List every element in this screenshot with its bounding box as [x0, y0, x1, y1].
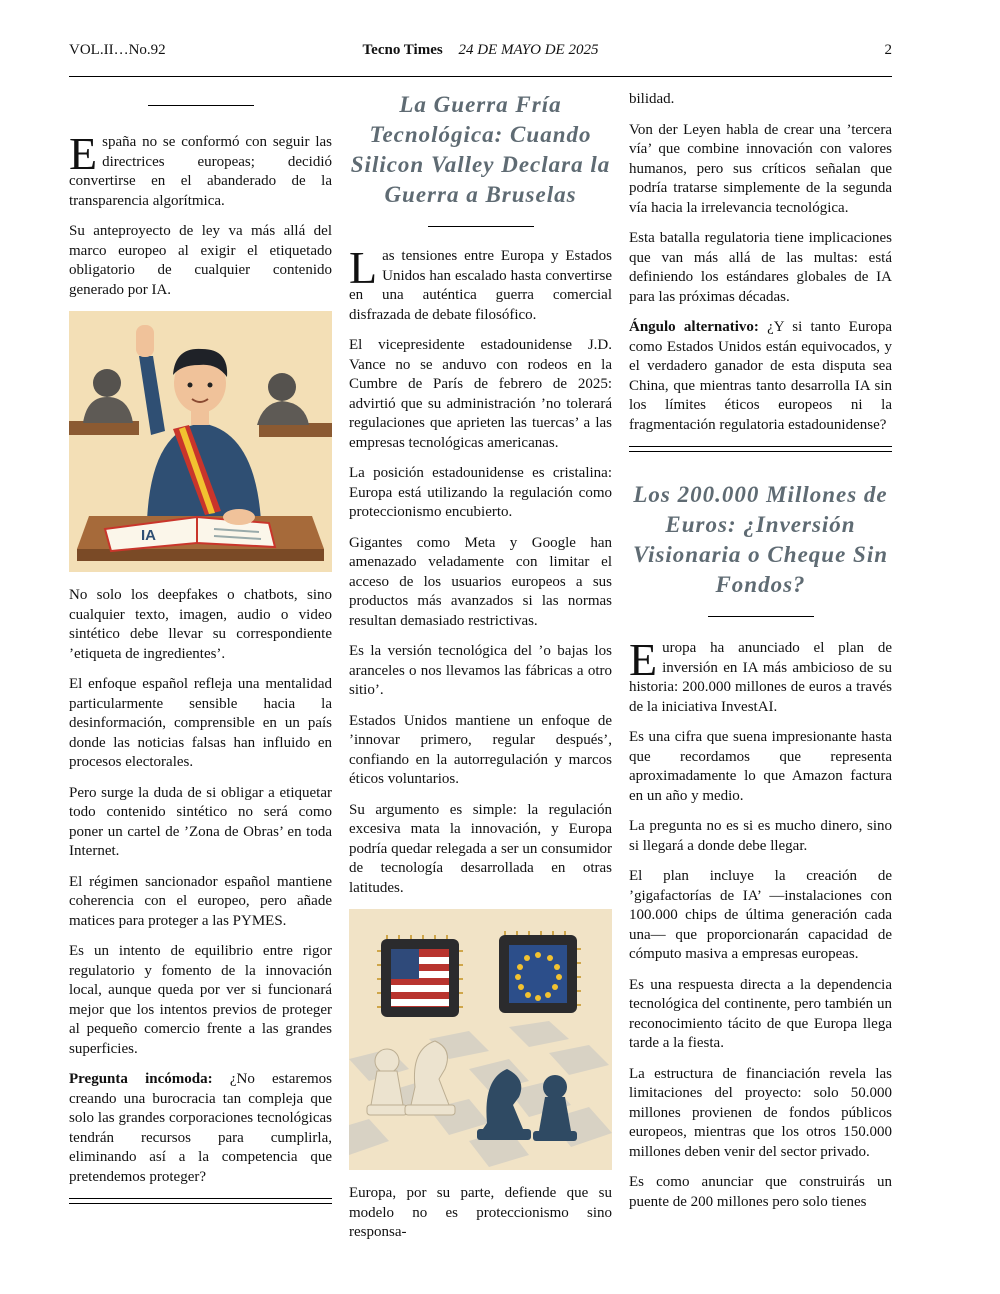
- chess-chips-illustration: [349, 909, 612, 1170]
- page-number: 2: [884, 42, 892, 58]
- article-paragraph: España no se conformó con seguir las directrices europeas; decidió convertirse en el abanderado de la transparencia algorítmica.: [69, 128, 332, 209]
- article-paragraph: No solo los deepfakes o chatbots, sino cualquier texto, imagen, audio o video sintético debe llevar su correspondiente ’etiqueta de ingredientes’.: [69, 587, 332, 662]
- article-paragraph: Esta batalla regulatoria tiene implicaciones que van más allá de las multas: está definiendo los estándares globales de IA para las próximas décadas.: [629, 230, 892, 305]
- article-paragraph: Gigantes como Meta y Google han amenazado veladamente con limitar el acceso de los usuarios europeos a sus productos más avanzados si las normas resultan demasiado restrictivas.: [349, 534, 612, 629]
- article-paragraph: Es como anunciar que construirás un puente de 200 millones pero solo tienes: [629, 1174, 892, 1210]
- article-paragraph: Es una respuesta directa a la dependencia tecnológica del continente, pero también un reconocimiento tácito de que Europa llega tarde a la fiesta.: [629, 976, 892, 1051]
- article-paragraph: La estructura de financiación revela las limitaciones del proyecto: solo 50.000 millones provienen de fondos públicos europeos, mientras que los otros 150.000 millones deben venir del sector privado.: [629, 1065, 892, 1160]
- publication-name: Tecno Times: [362, 42, 443, 58]
- article-paragraph: Es una cifra que suena impresionante hasta que recordamos que representa aproximadamente lo que Amazon factura en un año y medio.: [629, 729, 892, 804]
- article-paragraph: Estados Unidos mantiene un enfoque de ’innovar primero, regular después’, confiando en la autorregulación y marcos éticos voluntarios.: [349, 712, 612, 787]
- section-divider: [148, 105, 254, 106]
- column-3: [629, 90, 892, 1223]
- alternative-angle-lead: Ángulo alternativo:: [629, 319, 759, 335]
- masthead: [69, 42, 892, 59]
- article-paragraph: Es la versión tecnológica del ’o bajas los aranceles o nos llevamos las fábricas a otro sitio’.: [349, 643, 612, 698]
- column-end-rule: [69, 1198, 332, 1204]
- article-paragraph: La pregunta no es si es mucho dinero, sino si llegará a donde debe llegar.: [629, 818, 892, 854]
- article-paragraph: El enfoque español refleja una mentalidad particularmente sensible hacia la desinformación, comprensible en un país donde las noticias falsas han influido en procesos electorales.: [69, 676, 332, 770]
- page-header: [69, 42, 892, 64]
- article-paragraph: Von der Leyen habla de crear una ’tercera vía’ que combine innovación con valores humanos, pero sus críticos señalan que podría tratarse simplemente de la segunda vía hacia la irrelevancia tecnológica.: [629, 121, 892, 216]
- column-2: [349, 90, 612, 1254]
- article-paragraph: Pero surge la duda de si obligar a etiquetar todo contenido sintético no será como poner un cartel de ’Zona de Obras’ en toda Internet.: [69, 784, 332, 859]
- article-paragraph: Europa ha anunciado el plan de inversión en IA más ambicioso de su historia: 200.000 millones de euros a través de la iniciativa InvestAI.: [629, 634, 892, 715]
- article-paragraph: El régimen sancionador español mantiene coherencia con el europeo, pero añade matices para proteger a las PYMES.: [69, 873, 332, 929]
- article-paragraph: Europa, por su parte, defiende que su modelo no es proteccionismo sino responsa-: [349, 1185, 612, 1240]
- student-illustration: [69, 311, 332, 572]
- book-label: IA: [141, 527, 156, 544]
- article-paragraph: Las tensiones entre Europa y Estados Unidos han escalado hasta convertirse en una auténtica guerra comercial disfrazada de debate filosófico.: [349, 242, 612, 323]
- issue-date: 24 DE MAYO DE 2025: [458, 42, 599, 58]
- article-paragraph: Su anteproyecto de ley va más allá del marco europeo al exigir el etiquetado obligatorio de cualquier contenido generado por IA.: [69, 223, 332, 298]
- column-1: [69, 90, 332, 1204]
- alternative-angle-paragraph: [629, 318, 892, 435]
- section-divider: [708, 616, 814, 617]
- question-lead: Pregunta incómoda:: [69, 1071, 213, 1087]
- volume-number: VOL.II…No.92: [69, 42, 166, 58]
- section-separator: [629, 446, 892, 452]
- article-paragraph: Su argumento es simple: la regulación excesiva mata la innovación, y Europa podría quedar relegada a ser un consumidor de tecnología desarrollada en otras latitudes.: [349, 801, 612, 896]
- section-divider: [428, 226, 534, 227]
- article-paragraph: bilidad.: [629, 91, 675, 107]
- article-paragraph: El vicepresidente estadounidense J.D. Vance no se anduvo con rodeos en la Cumbre de París de febrero de 2025: advirtió que su administración ’no tolerará regulaciones que aprieten las tuercas’ a las empresas tecnológicas americanas.: [349, 337, 612, 451]
- header-rule: [69, 76, 892, 77]
- article-paragraph: La posición estadounidense es cristalina: Europa está utilizando la regulación como proteccionismo encubierto.: [349, 465, 612, 520]
- article-paragraph: El plan incluye la creación de ’gigafactorías de IA’ —instalaciones con 100.000 chips de última generación cada una— que proporcionarán capacidad de cómputo masiva a empresas europeas.: [629, 868, 892, 962]
- article-title: Los 200.000 Millones de Euros: ¿Inversión Visionaria o Cheque Sin Fondos?: [633, 482, 888, 597]
- question-text: ¿No estaremos creando una burocracia tan compleja que solo las grandes corporaciones tecnológicas tendrán recursos para cumplirla, eliminando así a la competencia que pretendemos proteger?: [69, 1071, 333, 1185]
- question-paragraph: [69, 1070, 332, 1187]
- article-title: La Guerra Fría Tecnológica: Cuando Silicon Valley Declara la Guerra a Bruselas: [350, 92, 611, 207]
- alternative-angle-text: ¿Y si tanto Europa como Estados Unidos están equivocados, y el verdadero ganador de esta disputa sea China, que mientras tanto desarrolla IA sin los límites éticos europeos ni la fragmentación regulatoria estadounidense?: [629, 319, 892, 433]
- article-paragraph: Es un intento de equilibrio entre rigor regulatorio y fomento de la innovación local, aunque queda por ver si funcionará mejor que los intentos previos de proteger al pequeño comercio frente a las grandes superficies.: [69, 943, 332, 1057]
